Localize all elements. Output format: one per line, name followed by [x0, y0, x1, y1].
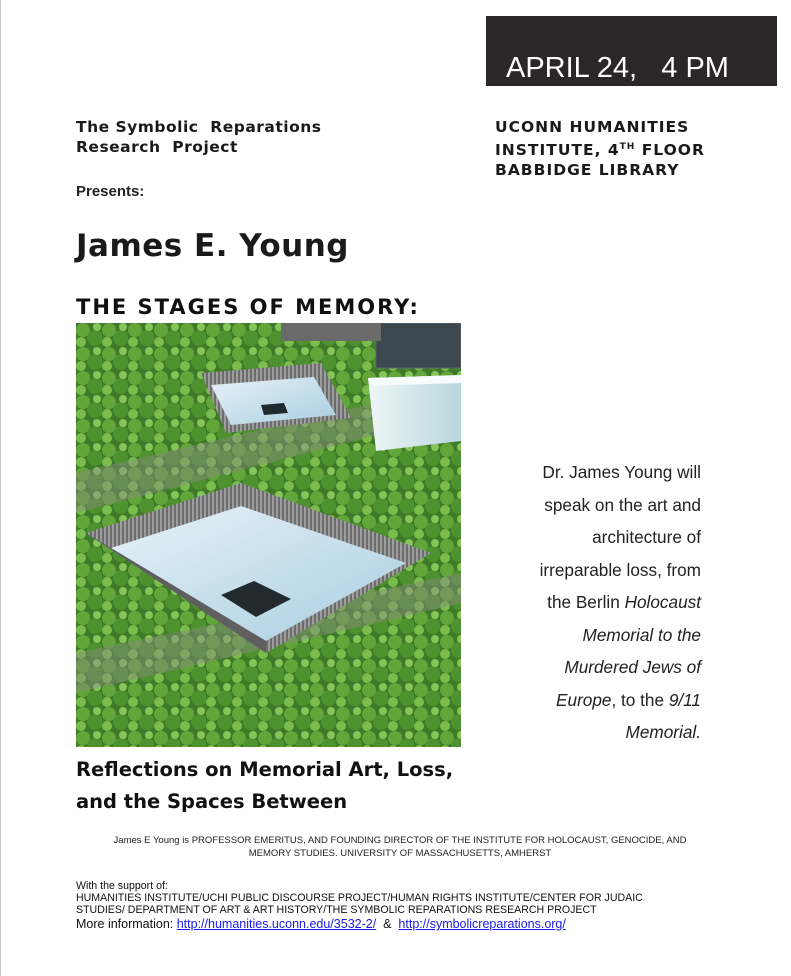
description-line-8-c: 9/11: [668, 689, 701, 710]
description-line-5-b: Holocaust: [624, 592, 701, 612]
sponsors-block: [76, 880, 776, 932]
description-line-6-text: Memorial to the: [582, 624, 701, 645]
event-description: [490, 456, 701, 749]
organizer-block: [76, 117, 322, 157]
description-line-7-text: Murdered Jews of: [564, 657, 701, 677]
memorial-illustration: [76, 323, 461, 747]
description-line-5: [490, 586, 701, 619]
description-line-4: irreparable loss, from: [539, 559, 701, 580]
memorial-photo: [76, 323, 461, 747]
bio-line-1: James E Young is PROFESSOR EMERITUS, AND FOUNDING DIRECTOR OF THE INSTITUTE FOR HOLOCAUST, GENOCIDE, AND: [113, 835, 687, 846]
subtitle-line-1: Reflections on Memorial Art, Loss,: [76, 758, 454, 781]
more-information-label: More information:: [76, 917, 177, 931]
venue-line-3: BABBIDGE LIBRARY: [495, 161, 680, 179]
venue-line-2: [495, 137, 705, 160]
bio-line-2: MEMORY STUDIES. UNIVERSITY OF MASSACHUSETTS, AMHERST: [248, 848, 552, 859]
talk-subtitle: [76, 754, 453, 818]
venue-block: [495, 117, 705, 180]
date-banner: [486, 16, 777, 86]
venue-line-1: UCONN HUMANITIES: [495, 118, 690, 136]
subtitle-line-2: and the Spaces Between: [76, 790, 348, 813]
description-line-8-a: Europe: [556, 689, 612, 710]
description-line-8-b: , to the: [611, 689, 669, 710]
presents-label: Presents:: [76, 183, 145, 200]
page-border: [0, 0, 1, 976]
description-line-1: Dr. James Young will: [542, 462, 701, 482]
description-line-3: architecture of: [592, 527, 701, 547]
support-line-2: STUDIES/ DEPARTMENT OF ART & ART HISTORY/THE SYMBOLIC REPARATIONS RESEARCH PROJECT: [76, 904, 597, 916]
description-line-9-text: Memorial.: [625, 722, 701, 742]
event-date-time: APRIL 24, 4 PM: [506, 52, 729, 84]
link-separator: &: [376, 917, 399, 931]
support-heading: With the support of:: [76, 880, 168, 892]
description-line-6: [490, 619, 701, 652]
description-line-9: [490, 716, 701, 749]
venue-line-2-b: FLOOR: [635, 141, 705, 159]
speaker-name: James E. Young: [76, 228, 349, 264]
organizer-line-1: The Symbolic Reparations: [76, 118, 322, 136]
support-line-1: HUMANITIES INSTITUTE/UCHI PUBLIC DISCOURSE PROJECT/HUMAN RIGHTS INSTITUTE/CENTER FOR JUDAIC: [76, 892, 643, 904]
organizer-line-2: Research Project: [76, 138, 238, 156]
venue-line-2-a: INSTITUTE, 4: [495, 141, 620, 159]
humanities-link[interactable]: http://humanities.uconn.edu/3532-2/: [176, 917, 377, 931]
description-line-2: speak on the art and: [544, 494, 701, 515]
more-information: [76, 916, 776, 932]
symbolic-reparations-link[interactable]: http://symbolicreparations.org/: [398, 917, 566, 931]
description-line-8: [490, 684, 701, 717]
venue-floor-suffix: TH: [619, 142, 636, 152]
speaker-bio: [80, 834, 720, 860]
description-line-7: [490, 651, 701, 684]
talk-title: THE STAGES OF MEMORY:: [76, 295, 420, 319]
description-line-5-a: the Berlin: [547, 592, 625, 612]
